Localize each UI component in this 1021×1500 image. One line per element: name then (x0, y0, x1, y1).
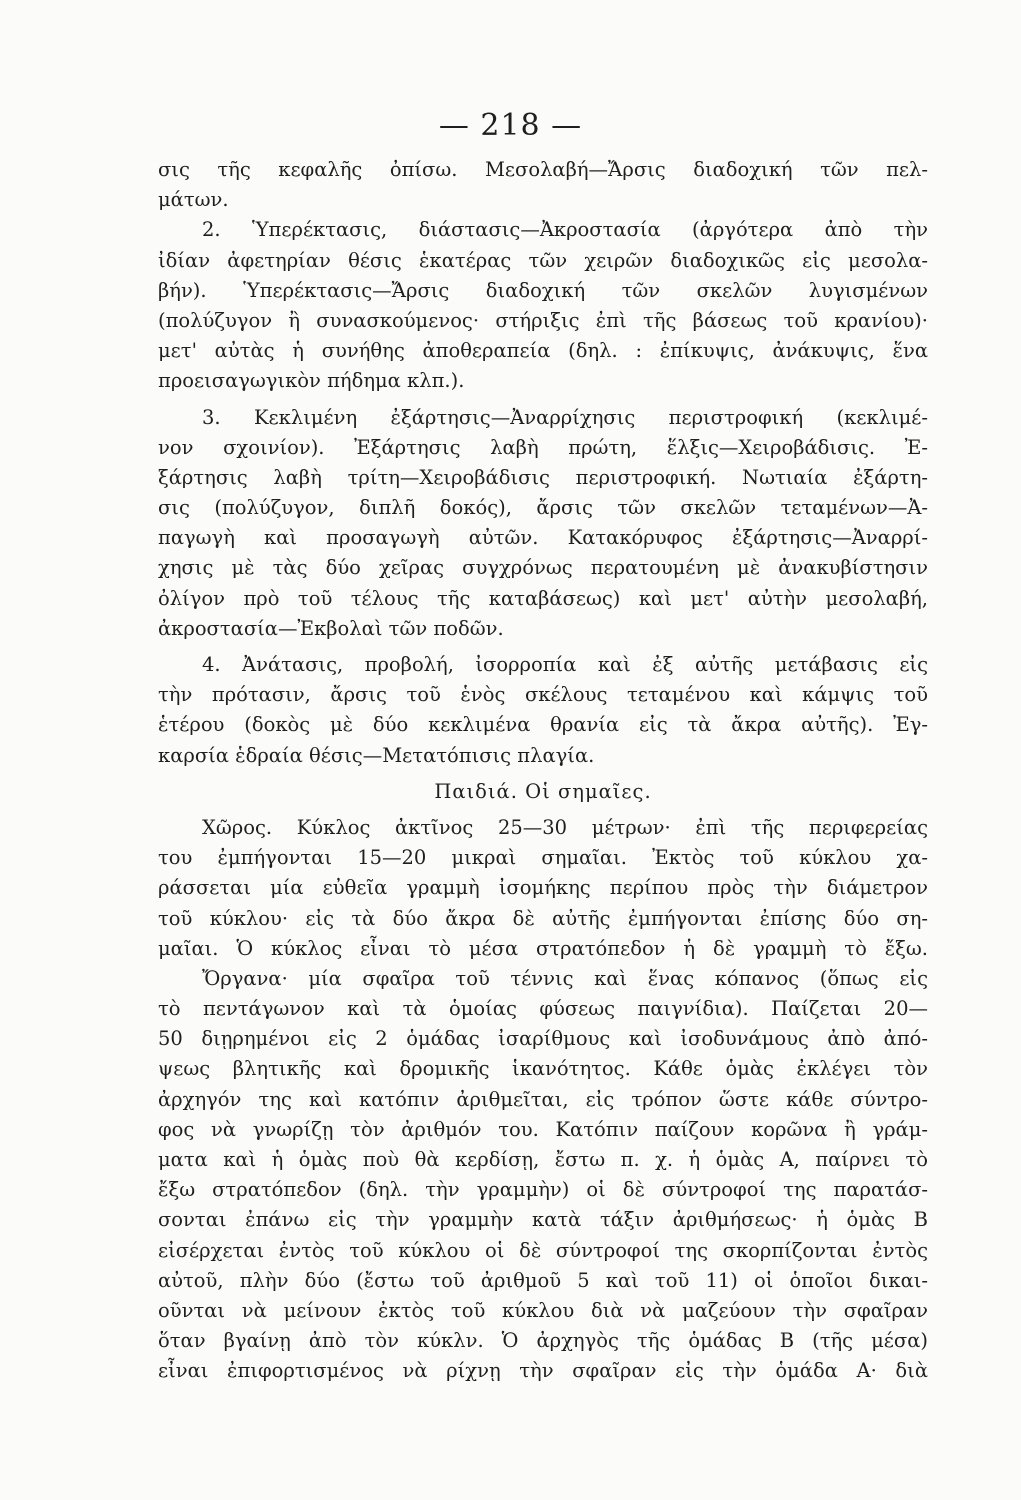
body-text (158, 155, 928, 1387)
text-line: οῦνται νὰ μείνουν ἐκτὸς τοῦ κύκλου διὰ νὰ μαζεύουν τὴν σφαῖραν (158, 1298, 928, 1322)
paragraph-continuation (158, 155, 928, 215)
text-line: Χῶρος. Κύκλος ἀκτῖνος 25—30 μέτρων· ἐπὶ τῆς περιφερείας (202, 815, 928, 839)
paragraph-item-2 (158, 215, 928, 396)
text-line: ὀλίγον πρὸ τοῦ τέλους τῆς καταβάσεως) καὶ μετ' αὐτὴν μεσολαβή, (158, 586, 928, 610)
text-line: μαῖαι. Ὁ κύκλος εἶναι τὸ μέσα στρατόπεδον ἡ δὲ γραμμὴ τὸ ἔξω. (158, 936, 928, 960)
text-line: τὴν πρότασιν, ἄρσις τοῦ ἑνὸς σκέλους τεταμένου καὶ κάμψις τοῦ (158, 683, 928, 707)
text-line: μετ' αὐτὰς ἡ συνήθης ἀποθεραπεία (δηλ. : ἐπίκυψις, ἀνάκυψις, ἕνα (158, 339, 928, 363)
text-line: εἰσέρχεται ἐντὸς τοῦ κύκλου οἱ δὲ σύντροφοί της σκορπίζονται ἐντὸς (158, 1238, 928, 1262)
text-line: σις τῆς κεφαλῆς ὀπίσω. Μεσολαβή—Ἄρσις διαδοχική τῶν πελ- (158, 158, 928, 181)
text-line: ἀκροστασία—Ἐκβολαὶ τῶν ποδῶν. (158, 616, 504, 640)
paragraph-equipment (158, 964, 928, 1387)
text-line: ματα καὶ ἡ ὁμὰς ποὺ θὰ κερδίσῃ, ἔστω π. χ. ἡ ὁμὰς Α, παίρνει τὸ (158, 1148, 928, 1171)
page-number: — 218 — (438, 108, 583, 143)
text-line: προεισαγωγικὸν πήδημα κλπ.). (158, 369, 465, 393)
text-line: του ἐμπήγονται 15—20 μικραὶ σημαῖαι. Ἐκτὸς τοῦ κύκλου χα- (158, 846, 928, 870)
text-line: 50 διῃρημένοι εἰς 2 ὁμάδας ἰσαρίθμους καὶ ἰσοδυνάμους ἀπὸ ἀπό- (158, 1027, 928, 1051)
text-line: τοῦ κύκλου· εἰς τὰ δύο ἄκρα δὲ αὐτῆς ἐμπήγονται ἐπίσης δύο ση- (158, 906, 928, 930)
text-line: ξάρτησις λαβὴ τρίτη—Χειροβάδισις περιστροφική. Νωτιαία ἐξάρτη- (158, 465, 928, 489)
text-line: νον σχοινίον). Ἐξάρτησις λαβὴ πρώτη, ἕλξις—Χειροβάδισις. Ἐ- (158, 435, 928, 459)
text-line: σις (πολύζυγον, διπλῆ δοκός), ἄρσις τῶν σκελῶν τεταμένων—Ἀ- (158, 496, 928, 520)
text-line: 3. Κεκλιμένη ἐξάρτησις—Ἀναρρίχησις περιστροφική (κεκλιμέ- (202, 405, 928, 429)
text-line: φος νὰ γνωρίζῃ τὸν ἀριθμόν του. Κατόπιν παίζουν κορῶνα ἢ γράμ- (158, 1117, 928, 1141)
text-line: ἰδίαν ἀφετηρίαν θέσις ἑκατέρας τῶν χειρῶν διαδοχικῶς εἰς μεσολα- (158, 248, 928, 272)
section-heading: Παιδιά. Οἱ σημαῖες. (434, 779, 652, 803)
text-line: ράσσεται μία εὐθεῖα γραμμὴ ἰσομήκης περίπου πρὸς τὴν διάμετρον (158, 876, 928, 900)
text-line: εἶναι ἐπιφορτισμένος νὰ ρίχνῃ τὴν σφαῖραν εἰς τὴν ὁμάδα Α· διὰ (158, 1359, 928, 1383)
text-line: παγωγὴ καὶ προσαγωγὴ αὐτῶν. Κατακόρυφος ἐξάρτησις—Ἀναρρί- (158, 526, 928, 550)
paragraph-space (158, 813, 928, 964)
text-line: χησις μὲ τὰς δύο χεῖρας συγχρόνως περατουμένη μὲ ἀνακυβίστησιν (158, 556, 928, 580)
paragraph-item-4 (158, 650, 928, 771)
text-line: ψεως βλητικῆς καὶ δρομικῆς ἱκανότητος. Κάθε ὁμὰς ἐκλέγει τὸν (158, 1057, 928, 1081)
paragraph-item-3 (158, 403, 928, 645)
text-line: τὸ πεντάγωνον καὶ τὰ ὁμοίας φύσεως παιγνίδια). Παίζεται 20— (158, 997, 928, 1021)
text-line: (πολύζυγον ἢ συνασκούμενος· στήριξις ἐπὶ τῆς βάσεως τοῦ κρανίου)· (158, 308, 928, 332)
text-line: σονται ἐπάνω εἰς τὴν γραμμὴν κατὰ τάξιν ἀριθμήσεως· ἡ ὁμὰς Β (158, 1208, 928, 1232)
text-line: ἀρχηγόν της καὶ κατόπιν ἀριθμεῖται, εἰς τρόπον ὥστε κάθε σύντρο- (158, 1087, 928, 1111)
text-line: ἔξω στρατόπεδον (δηλ. τὴν γραμμὴν) οἱ δὲ σύντροφοί της παρατάσ- (158, 1178, 928, 1202)
text-line: μάτων. (158, 188, 229, 212)
text-line: ἑτέρου (δοκὸς μὲ δύο κεκλιμένα θρανία εἰς τὰ ἄκρα αὐτῆς). Ἐγ- (158, 713, 928, 737)
text-line: ὅταν βγαίνῃ ἀπὸ τὸν κύκλν. Ὁ ἀρχηγὸς τῆς ὁμάδας Β (τῆς μέσα) (158, 1329, 928, 1353)
text-line: Ὄργανα· μία σφαῖρα τοῦ τέννις καὶ ἕνας κόπανος (ὅπως εἰς (202, 966, 928, 990)
text-line: καρσία ἑδραία θέσις—Μετατόπισις πλαγία. (158, 743, 595, 767)
text-line: 2. Ὑπερέκτασις, διάστασις—Ἀκροστασία (ἀργότερα ἀπὸ τὴν (202, 218, 928, 242)
text-line: αὐτοῦ, πλὴν δύο (ἔστω τοῦ ἀριθμοῦ 5 καὶ τοῦ 11) οἱ ὁποῖοι δικαι- (158, 1268, 928, 1292)
text-line: 4. Ἀνάτασις, προβολή, ἰσορροπία καὶ ἐξ αὐτῆς μετάβασις εἰς (202, 653, 928, 676)
text-line: βήν). Ὑπερέκτασις—Ἄρσις διαδοχική τῶν σκελῶν λυγισμένων (158, 278, 928, 302)
